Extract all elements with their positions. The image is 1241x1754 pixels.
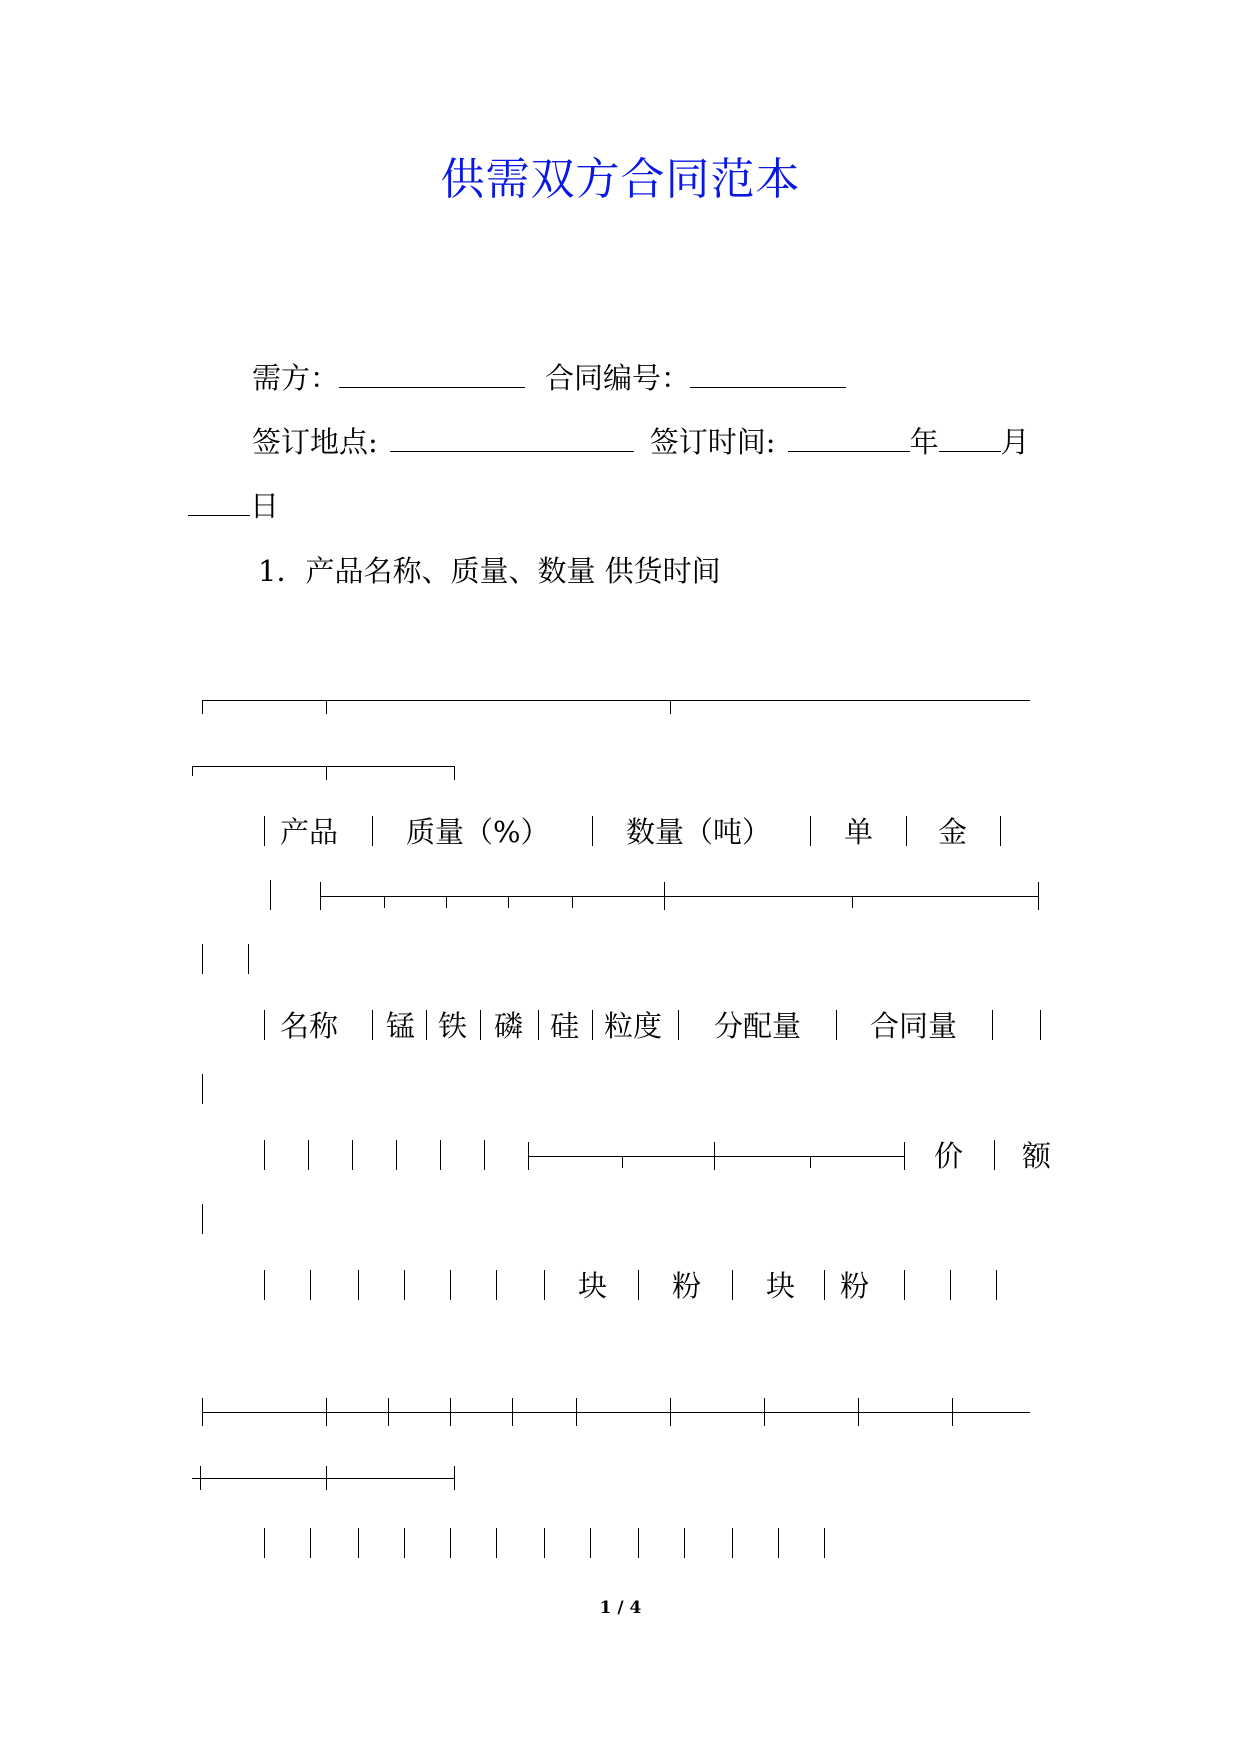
cell-unit: 单 bbox=[844, 815, 874, 849]
contract-no-label: 合同编号： bbox=[545, 361, 691, 395]
cell-contracted: 合同量 bbox=[870, 1009, 958, 1043]
cell-si: 硅 bbox=[550, 1009, 580, 1043]
cell-amount-2: 额 bbox=[1022, 1139, 1052, 1173]
cell-lump-1: 块 bbox=[578, 1269, 608, 1303]
cell-mn: 锰 bbox=[386, 1009, 416, 1043]
day-line bbox=[188, 486, 279, 526]
month-label: 月 bbox=[1000, 425, 1030, 459]
cell-amount: 金 bbox=[938, 815, 968, 849]
cell-quantity: 数量（吨） bbox=[626, 815, 772, 849]
day-blank[interactable] bbox=[188, 487, 250, 516]
sign-line bbox=[252, 422, 1030, 462]
buyer-blank[interactable] bbox=[339, 359, 525, 388]
cell-lump-2: 块 bbox=[766, 1269, 796, 1303]
cell-name: 名称 bbox=[280, 1009, 339, 1043]
buyer-line bbox=[252, 358, 846, 398]
section-1-heading: 1．产品名称、质量、数量 供货时间 bbox=[258, 554, 721, 588]
year-label: 年 bbox=[909, 425, 939, 459]
year-blank[interactable] bbox=[788, 423, 910, 452]
month-blank[interactable] bbox=[939, 423, 1001, 452]
page-number: 1 / 4 bbox=[599, 1598, 642, 1618]
cell-allocated: 分配量 bbox=[714, 1009, 802, 1043]
cell-powder-1: 粉 bbox=[672, 1269, 702, 1303]
sign-time-label: 签订时间: bbox=[649, 425, 776, 459]
cell-quality: 质量（%） bbox=[406, 815, 550, 849]
buyer-label: 需方： bbox=[252, 361, 340, 395]
cell-price: 价 bbox=[934, 1139, 964, 1173]
document-title: 供需双方合同范本 bbox=[440, 154, 801, 205]
cell-fe: 铁 bbox=[438, 1009, 468, 1043]
cell-powder-2: 粉 bbox=[840, 1269, 870, 1303]
cell-product: 产品 bbox=[280, 815, 339, 849]
contract-no-blank[interactable] bbox=[690, 359, 846, 388]
cell-p: 磷 bbox=[494, 1009, 524, 1043]
sign-place-blank[interactable] bbox=[390, 423, 634, 452]
cell-granularity: 粒度 bbox=[604, 1009, 663, 1043]
sign-place-label: 签订地点: bbox=[252, 425, 378, 459]
day-label: 日 bbox=[250, 489, 280, 523]
